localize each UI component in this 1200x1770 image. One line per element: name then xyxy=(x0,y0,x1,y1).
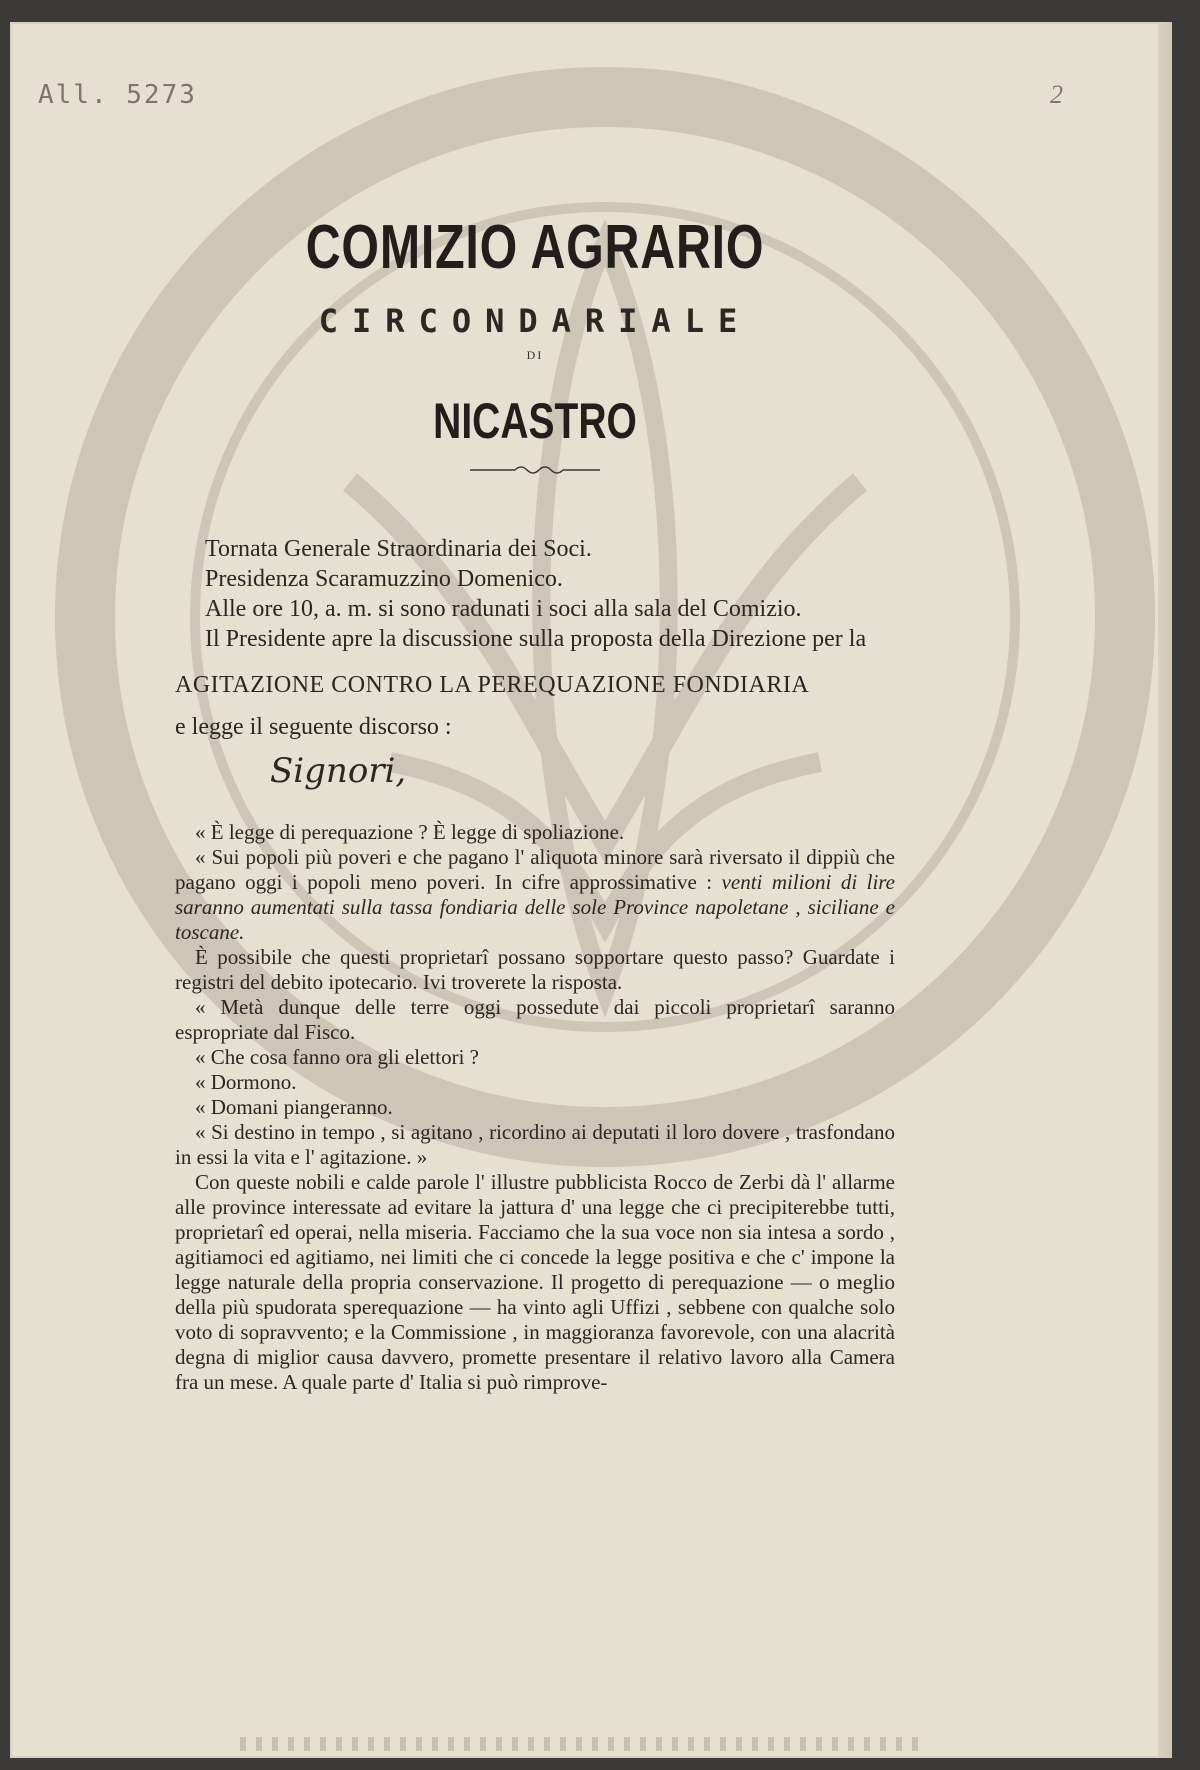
page-number: 2 xyxy=(1050,80,1063,109)
speech-line: « Metà dunque delle terre oggi possedute dai piccoli proprietarî saranno espropriate dal Fisco. xyxy=(175,995,895,1044)
lead-in: e legge il seguente discorso : xyxy=(175,714,452,740)
speech-line: « Domani piangeranno. xyxy=(195,1095,393,1119)
intro-session: Tornata Generale Straordinaria dei Soci. xyxy=(205,536,592,562)
intro-meeting: Alle ore 10, a. m. si sono radunati i soci alla sala del Comizio. xyxy=(205,596,802,622)
intro-proposal: Il Presidente apre la discussione sulla proposta della Direzione per la xyxy=(205,626,867,652)
title-circondariale: CIRCONDARIALE xyxy=(318,302,752,340)
title-nicastro: NICASTRO xyxy=(433,393,637,449)
speech-line: È possibile che questi proprietarî possano sopportare questo passo? Guardate i registri del debito ipotecario. Ivi troverete la risposta. xyxy=(175,945,895,994)
title-di: DI xyxy=(526,348,544,362)
intro-presidency: Presidenza Scaramuzzino Domenico. xyxy=(205,566,563,592)
salutation: Signori, xyxy=(270,751,407,791)
document-page xyxy=(10,22,1172,1758)
page-edge xyxy=(1158,22,1172,1758)
ornament-divider xyxy=(470,462,600,478)
speech-line: « È legge di perequazione ? È legge di spoliazione. xyxy=(195,820,625,844)
section-heading: AGITAZIONE CONTRO LA PEREQUAZIONE FONDIARIA xyxy=(175,672,810,698)
document-body xyxy=(175,534,895,1395)
page-bottom-wear xyxy=(240,1737,920,1751)
speech-italic-figures: venti milioni di lire saranno aumentati sulla tassa fondiaria delle sole Province napoletane , siciliane e toscane. xyxy=(175,870,895,944)
speech-line-part: « Sui popoli più poveri e che pagano l' aliquota minore sarà riversato il dippiù che pagano oggi i popoli meno poveri. In cifre approssimative : xyxy=(175,845,895,894)
commentary-paragraph: Con queste nobili e calde parole l' illustre pubblicista Rocco de Zerbi dà l' allarme alle province interessate ad evitare la jattura d' una legge che ci precipiterebbe tutti, proprietarî ed operai, nella miseria. Facciamo che la sua voce non sia intesa a sordo , agitiamoci ed agitiamo, nei limiti che ci concede la legge positiva e che c' impone la legge naturale della propria conservazione. Il progetto di perequazione — o meglio della più spudorata sperequazione — ha vinto agli Uffizi , sebbene con qualche solo voto di sopravvento; e la Commissione , in maggioranza favorevole, con una alacrità degna di miglior causa davvero, promette presentare il relativo lavoro alla Camera fra un mese. A quale parte d' Italia si può rimprove- xyxy=(175,1170,895,1394)
speech-line: « Che cosa fanno ora gli elettori ? xyxy=(195,1045,479,1069)
title-comizio-agrario: COMIZIO AGRARIO xyxy=(305,213,765,282)
speech-text xyxy=(175,820,895,1395)
shelfmark: All. 5273 xyxy=(38,80,197,110)
speech-line: « Dormono. xyxy=(195,1070,297,1094)
speech-line: « Si destino in tempo , si agitano , ricordino ai deputati il loro dovere , trasfondano in essi la vita e l' agitazione. » xyxy=(175,1120,895,1169)
speech-line xyxy=(175,845,895,945)
